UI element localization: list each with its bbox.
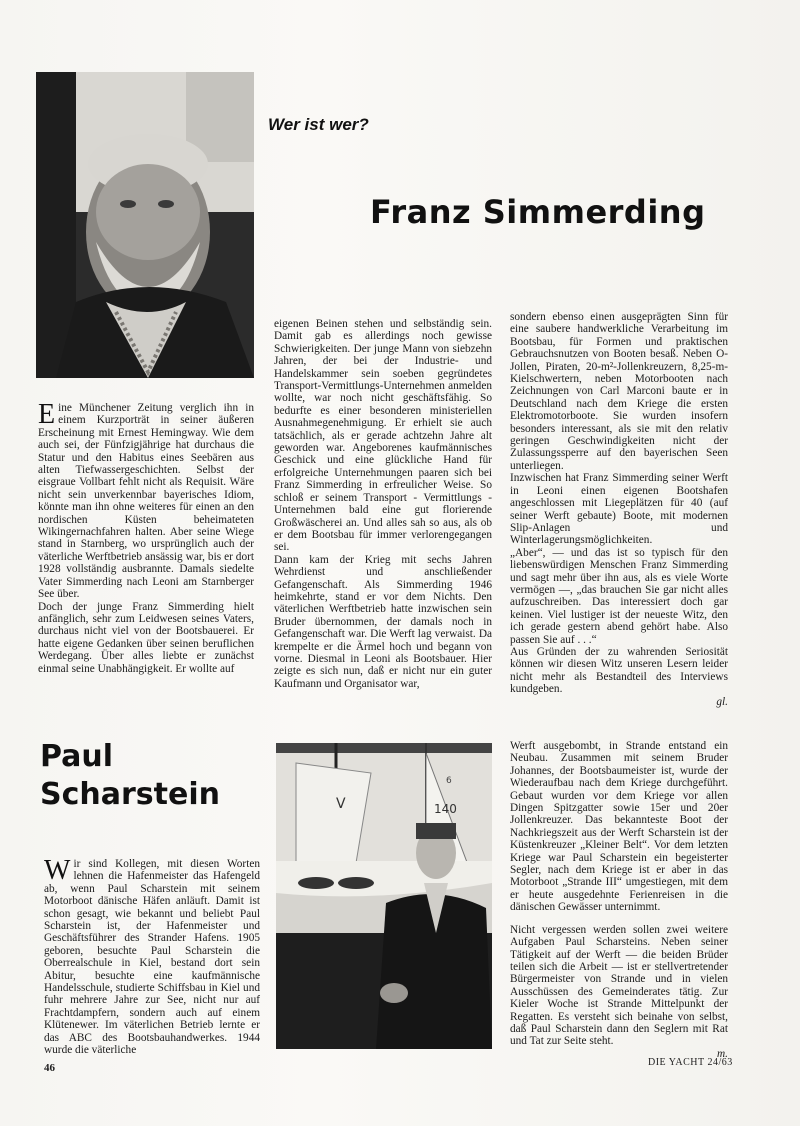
photo-scharstein-boatyard (276, 743, 492, 1049)
article-column-3 (510, 311, 728, 708)
paragraph: Eine Münchener Zeitung verglich ihn in einem Kurzporträt in seiner äußeren Erscheinung mit Ernest Hemingway. Wie dem auch sei, der Fünfzigjährige hat durchaus die Statur und den Habitus eines Seebären aus alten Tiefwassergeschichten. Selbst der eisgraue Vollbart fehlt nicht als Requisit. Wäre nicht sein unverkennbar bayerisches Idiom, könnte man ihn ohne weiteres für einen an den nordischen Küsten beheimateten Wikingernachfahren halten. Aber seine Wiege stand in Starnberg, wo ursprünglich auch der väterliche Werftbetrieb ansässig war, bis er dort 1928 vollständig ausbrannte. Damals siedelte Vater Simmerding nach Leoni am Starnberger See über. (38, 399, 254, 601)
paragraph: Doch der junge Franz Simmerding hielt anfänglich, sehr zum Leidwesen seines Vaters, durchaus nicht viel von der Bootsbauerei. Er hatte eigene Gedanken über seinen beruflichen Werdegang. Über alles liebte er zunächst einmal seine Unabhängigkeit. Er wollte auf (38, 600, 254, 675)
paragraph: Nicht vergessen werden sollen zwei weitere Aufgaben Paul Scharsteins. Neben seiner Tätigkeit auf der Werft — die beiden Brüder teilen sich die Arbeit — ist er stellvertretender Bürgermeister von Strande und in vielen Ausschüssen des Gemeinderates tätig. Zur Kieler Woche ist Strande Mittelpunkt der Regatten. Es versteht sich beinahe von selbst, daß Paul Scharstein dann den Seglern mit Rat und Tat zur Seite steht. (510, 923, 728, 1048)
paragraph: Wir sind Kollegen, mit diesen Worten lehnen die Hafenmeister das Hafengeld ab, wenn Paul Scharstein mit seinem Motorboot dänische Häfen anläuft. Damit ist schon gesagt, wie bekannt und beliebt Paul Scharstein ist, der Hafenmeister und Geschäftsführer des Strander Hafens. 1905 geboren, besuchte Paul Scharstein die Oberrealschule in Kiel, bestand dort sein Abitur, besuchte eine kaufmännische Handelsschule, studierte Schiffsbau in Kiel und fuhr mehrere Jahre zur See, nicht nur auf Frachtdampfern, sondern auch auf einem Klütenewer. Im väterlichen Betrieb lernte er das ABC des Bootsbauhandwerkes. 1944 wurde die väterliche (44, 855, 260, 1057)
article-column-1 (38, 399, 254, 682)
author-signature: m. (717, 1047, 728, 1060)
title-line: Scharstein (40, 777, 220, 812)
paragraph: Aus Gründen der zu wahrenden Seriosität können wir diesen Witz unseren Lesern leider nicht mehr als Bestandteil des Interviews kundgeben. (510, 645, 728, 696)
drop-cap: W (44, 855, 71, 886)
magazine-issue: DIE YACHT 24/63 (648, 1057, 733, 1068)
sail-number-140: 140 (434, 802, 457, 816)
paragraph: Dann kam der Krieg mit sechs Jahren Wehrdienst und anschließender Gefangenschaft. Als Simmerding 1946 heimkehrte, stand er vor dem Nichts. Den väterlichen Werftbetrieb hatte inzwischen sein Bruder übernommen, der damals noch in Gefangenschaft war. Die Werft lag verwaist. Da krempelte er die Ärmel hoch und begann von vorne. Diesmal in Leoni als Bootsbauer. Hier zeigte es sich nun, daß er nicht nur ein guter Kaufmann und Organisator war, (274, 553, 492, 690)
article-title-scharstein (40, 738, 220, 814)
section-kicker: Wer ist wer? (268, 115, 369, 134)
paragraph: Werft ausgebombt, in Strande entstand ein Neubau. Zusammen mit seinem Bruder Johannes, der Bootsbaumeister ist, wurde der Wiederaufbau nach dem Kriege durchgeführt. Gebaut wurden vor dem Kriege vor allen Dingen Spitzgatter sowie 15er und 20er Jollenkreuzer. Das bekannteste Boot der Nachkriegszeit aus der Werft Scharstein ist der Küstenkreuzer „Kleiner Belt“. Vor dem letzten Kriege war Paul Scharstein ein begeisterter Segler, nach dem Kriege ist er aber in das Motorboot „Strande III“ umgestiegen, mit dem er heute ausgedehnte Ferienreisen in die dänischen Gewässer unternimmt. (510, 740, 728, 914)
article-column-2 (274, 318, 492, 690)
paragraph: sondern ebenso einen ausgeprägten Sinn für eine saubere handwerkliche Verarbeitung im Bootsbau, für Formen und praktischen Gebrauchsnutzen von Booten besaß. Neben O-Jollen, Piraten, 20-m²-Jollenkreuzern, 8,25-m-Kielschwertern, neben Motorbooten nach Zeichnungen von Carl Marconi baute er in Deutschland nach dem Kriege die ersten Elektromotorboote. Sie wurden insofern besonders interessant, als sie mit den relativ geringen Geschwindigkeiten nicht der Zulassungssperre auf den bayerischen Seen unterliegen. (510, 311, 728, 472)
article-column-5 (510, 740, 728, 1060)
article-title-simmerding: Franz Simmerding (370, 193, 706, 231)
sail-number-6: 6 (446, 776, 452, 786)
article-column-4 (44, 855, 260, 1057)
paragraph: Inzwischen hat Franz Simmerding seiner Werft in Leoni einen eigenen Bootshafen angeschlossen mit Liegeplätzen für 40 (auf seiner Werft gebaute) Boote, mit modernen Slip-Anlagen und Winterlagerungsmöglichkeiten. (510, 472, 728, 547)
paragraph: „Aber“, — und das ist so typisch für den liebenswürdigen Menschen Franz Simmerding und sagt mehr über ihn aus, als es viele Worte vermögen —, „das brauchen Sie gar nicht alles aufzuschreiben. Das interessiert doch gar keinen. Viel lustiger ist der neueste Witz, den ich gerade gestern abend gehört habe. Also passen Sie auf . . .“ (510, 546, 728, 646)
portrait-photo-simmerding (36, 72, 254, 378)
sail-number-v: V (336, 796, 346, 812)
page-number: 46 (44, 1062, 55, 1074)
paragraph: eigenen Beinen stehen und selbständig sein. Damit gab es allerdings noch gewisse Schwierigkeiten. Der junge Mann von siebzehn Jahren, der bei der Industrie- und Handelskammer sein soeben gegründetes Transport-Vermittlungs-Unternehmen anmelden wollte, war noch nicht geschäftsfähig. So bedurfte es einer besonderen ministeriellen Ausnahmegenehmigung. Er erhielt sie auch tatsächlich, als er gerade achtzehn Jahre alt geworden war. Angeborenes kaufmännisches Geschick und eine glückliche Hand für erfolgreiche Unternehmungen paaren sich bei Franz Simmerding in erfreulicher Weise. So schloß er seinem Transport - Vermittlungs - Unternehmen bald eine gut florierende Großwäscherei an. Und alles sah so aus, als ob er dem Bootsbau für immer verlorengegangen sei. (274, 318, 492, 554)
author-signature: gl. (716, 695, 728, 708)
title-line: Paul (40, 739, 114, 774)
drop-cap: E (38, 399, 56, 430)
